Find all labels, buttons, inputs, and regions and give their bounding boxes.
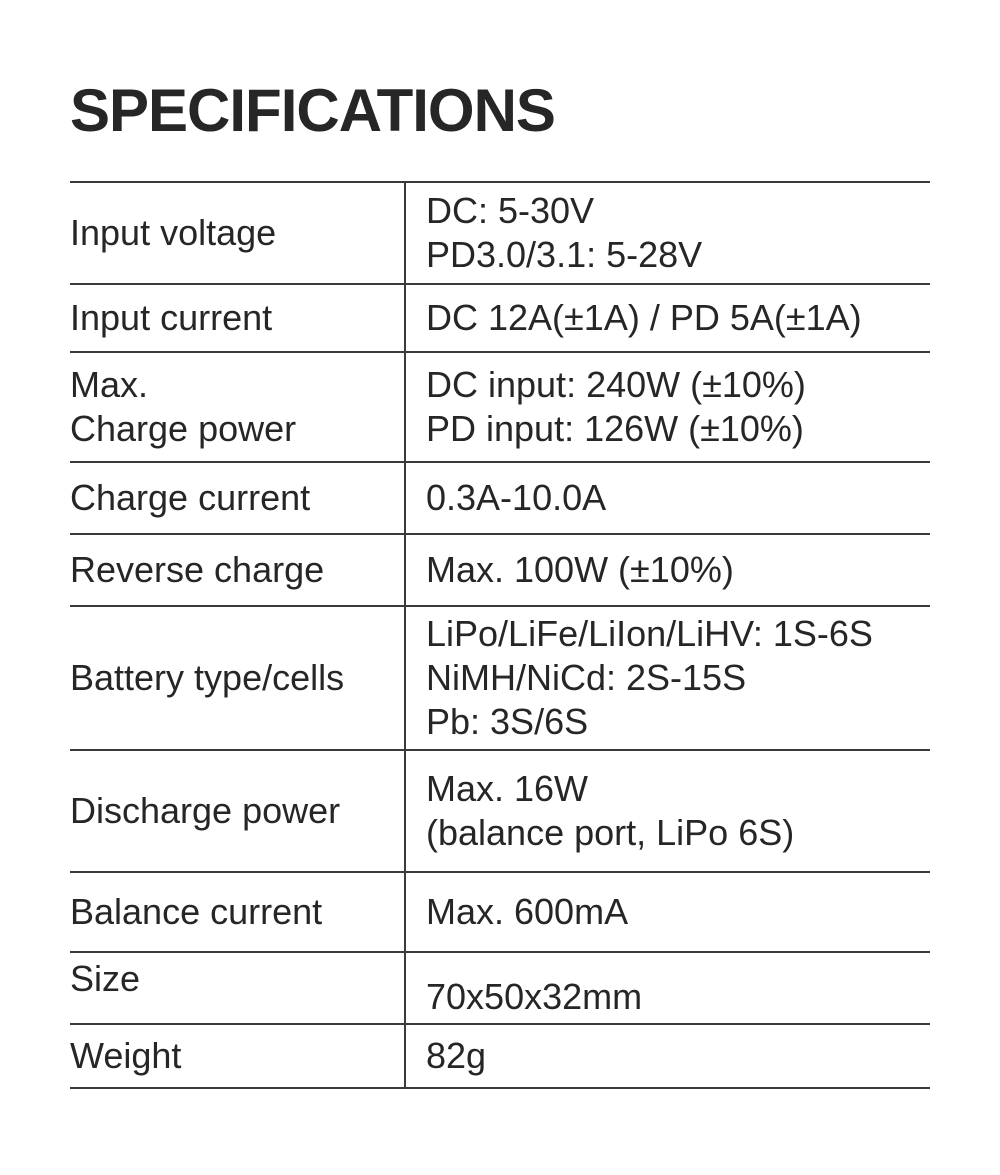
spec-label-text: Reverse charge: [70, 549, 325, 590]
spec-label: [70, 183, 406, 283]
spec-value: [406, 1025, 930, 1087]
spec-value-text: DC: 5-30V PD3.0/3.1: 5-28V: [426, 190, 703, 275]
spec-label: [70, 953, 406, 1023]
spec-label-text: Input voltage: [70, 212, 277, 253]
spec-label: [70, 535, 406, 605]
spec-label: [70, 873, 406, 951]
spec-label-text: Battery type/cells: [70, 657, 345, 698]
spec-row-max-charge-power: [70, 353, 930, 463]
spec-row-input-current: [70, 285, 930, 353]
spec-value-text: Max. 600mA: [426, 891, 629, 932]
spec-value-text: 70x50x32mm: [426, 976, 643, 1017]
spec-row-size: [70, 953, 930, 1025]
spec-value: [406, 873, 930, 951]
spec-row-balance-current: [70, 873, 930, 953]
spec-label: [70, 353, 406, 461]
spec-value: [406, 953, 930, 1023]
spec-row-battery-type: [70, 607, 930, 751]
spec-value: [406, 463, 930, 533]
spec-row-charge-current: [70, 463, 930, 535]
spec-row-input-voltage: [70, 183, 930, 285]
spec-value-text: 82g: [426, 1035, 487, 1076]
spec-label-text: Charge current: [70, 477, 311, 518]
specifications-table: [70, 181, 930, 1089]
spec-label: [70, 1025, 406, 1087]
spec-value: [406, 353, 930, 461]
spec-label: [70, 285, 406, 351]
spec-value: [406, 535, 930, 605]
spec-label-text: Size: [70, 958, 141, 999]
spec-label-text: Balance current: [70, 891, 323, 932]
spec-value-text: Max. 100W (±10%): [426, 549, 734, 590]
spec-row-discharge-power: [70, 751, 930, 873]
spec-value-text: LiPo/LiFe/LiIon/LiHV: 1S-6S NiMH/NiCd: 2S-15S Pb: 3S/6S: [426, 613, 873, 742]
spec-label: [70, 607, 406, 749]
spec-value: [406, 751, 930, 871]
spec-label-text: Weight: [70, 1035, 182, 1076]
spec-value-text: 0.3A-10.0A: [426, 477, 607, 518]
spec-value-text: DC input: 240W (±10%) PD input: 126W (±10%): [426, 364, 806, 449]
spec-row-reverse-charge: [70, 535, 930, 607]
spec-label-text: Discharge power: [70, 790, 341, 831]
spec-label: [70, 751, 406, 871]
spec-row-weight: [70, 1025, 930, 1089]
spec-label: [70, 463, 406, 533]
spec-value: [406, 607, 930, 749]
spec-label-text: Input current: [70, 297, 273, 338]
spec-value: [406, 183, 930, 283]
spec-value-text: Max. 16W (balance port, LiPo 6S): [426, 768, 795, 853]
spec-value-text: DC 12A(±1A) / PD 5A(±1A): [426, 297, 862, 338]
spec-value: [406, 285, 930, 351]
page-title: SPECIFICATIONS: [70, 77, 555, 144]
spec-label-text: Max. Charge power: [70, 364, 297, 449]
